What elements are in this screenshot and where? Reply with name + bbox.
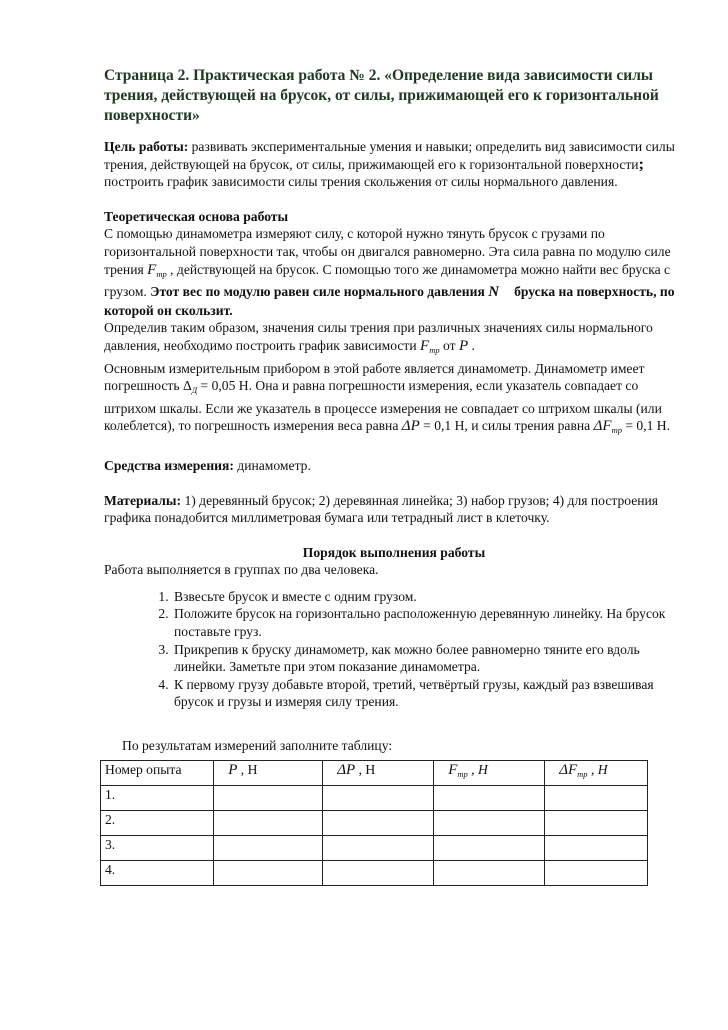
header-f-symbol: F bbox=[448, 761, 458, 778]
table-cell bbox=[323, 860, 434, 885]
theory-p3-d: = 0,1 Н. bbox=[621, 418, 671, 434]
row-number: 3. bbox=[101, 835, 214, 860]
goal-text-a: развивать экспериментальные умения и навыки; определить вид зависимости силы трения, действующей на брусок, от силы, прижимающей его к горизонтальной поверхности bbox=[104, 139, 675, 172]
table-cell bbox=[434, 835, 545, 860]
materials-label: Материалы: bbox=[104, 492, 182, 508]
theory-bold-a: Этот вес по модулю равен силе нормального давления bbox=[150, 284, 489, 300]
table-intro: По результатам измерений заполните таблицу: bbox=[122, 738, 393, 754]
theory-p2-a: Определив таким образом, значения силы трения при различных значениях силы нормального давления, необходимо построить график зависимости bbox=[104, 320, 653, 353]
header-p-symbol: P bbox=[228, 761, 238, 778]
list-item: 1. Взвесьте брусок и вместе с одним грузом. bbox=[172, 588, 684, 606]
theory-paragraph-2 bbox=[104, 319, 684, 359]
table-row bbox=[101, 860, 648, 885]
table-cell bbox=[434, 860, 545, 885]
list-item: 2. Положите брусок на горизонтально расположенную деревянную линейку. На брусок поставьте груз. bbox=[172, 605, 684, 640]
table-cell bbox=[323, 785, 434, 810]
instruments-text: динамометр. bbox=[233, 457, 311, 473]
table-cell bbox=[545, 810, 648, 835]
theory-paragraph-1 bbox=[104, 225, 684, 319]
table-cell bbox=[545, 860, 648, 885]
table-cell bbox=[434, 785, 545, 810]
results-table bbox=[100, 760, 648, 886]
page-title: Страница 2. Практическая работа № 2. «Определение вида зависимости силы трения, действующей на брусок, от силы, прижимающей его к горизонтальной поверхности» bbox=[104, 67, 659, 124]
table-cell bbox=[214, 785, 323, 810]
table-cell bbox=[323, 835, 434, 860]
subscript-tr: тр bbox=[156, 268, 167, 279]
goal-label: Цель работы: bbox=[104, 139, 189, 154]
header-f-unit: , Н bbox=[467, 761, 488, 777]
header-delta-p bbox=[323, 760, 434, 785]
theory-paragraph-3 bbox=[104, 360, 684, 440]
procedure-heading-text: Порядок выполнения работы bbox=[302, 544, 486, 560]
table-cell bbox=[545, 785, 648, 810]
procedure-steps bbox=[104, 588, 684, 711]
table-row bbox=[101, 835, 648, 860]
list-item: 3. Прикрепив к бруску динамометр, как можно более равномерно тяните его вдоль линейки. Заметьте при этом показание динамометра. bbox=[172, 641, 684, 676]
goal-text-b: построить график зависимости силы трения скольжения от силы нормального давления. bbox=[104, 174, 618, 190]
subscript-tr-2: тр bbox=[429, 344, 440, 355]
header-f-tr bbox=[434, 760, 545, 785]
goal-separator: ; bbox=[638, 155, 644, 173]
theory-bold-b: бруска на поверхность, по которой он скользит. bbox=[104, 284, 675, 318]
symbol-delta-p: ΔP bbox=[401, 418, 420, 435]
materials-text: 1) деревянный брусок; 2) деревянная линейка; 3) набор грузов; 4) для построения графика понадобится миллиметровая бумага или тетрадный лист в клеточку. bbox=[104, 492, 659, 526]
symbol-p: P bbox=[458, 337, 469, 354]
header-delta-f-sub: тр bbox=[577, 768, 588, 779]
document-page bbox=[104, 66, 684, 886]
header-delta-f-tr bbox=[545, 760, 648, 785]
table-cell bbox=[214, 860, 323, 885]
table-cell bbox=[214, 810, 323, 835]
theory-p2-end: . bbox=[468, 337, 475, 353]
materials-paragraph bbox=[104, 492, 684, 527]
table-cell bbox=[545, 835, 648, 860]
table-header-row bbox=[101, 760, 648, 785]
header-f-sub: тр bbox=[457, 768, 468, 779]
symbol-f: F bbox=[147, 261, 157, 278]
header-p-unit: , Н bbox=[237, 761, 258, 777]
procedure-intro: Работа выполняется в группах по два человека. bbox=[104, 562, 379, 578]
list-item: 4. К первому грузу добавьте второй, третий, четвёртый грузы, каждый раз взвешивая брусок и грузы и измеряя силу трения. bbox=[172, 676, 684, 711]
goal-paragraph bbox=[104, 138, 684, 191]
theory-p3-a: Основным измерительным прибором в этой работе является динамометр. Динамометр имеет погрешность bbox=[104, 360, 645, 394]
table-cell bbox=[214, 835, 323, 860]
header-delta-f-unit: , Н bbox=[587, 761, 608, 777]
table-row bbox=[101, 810, 648, 835]
theory-p2-ot: от bbox=[439, 337, 459, 353]
table-cell bbox=[323, 810, 434, 835]
header-delta-p-symbol: ΔP bbox=[337, 761, 356, 778]
subscript-tr-3: тр bbox=[611, 425, 622, 436]
row-number: 1. bbox=[101, 785, 214, 810]
theory-heading bbox=[104, 208, 684, 226]
table-cell bbox=[434, 810, 545, 835]
row-number: 2. bbox=[101, 810, 214, 835]
symbol-delta: Δ bbox=[182, 378, 192, 394]
row-number: 4. bbox=[101, 860, 214, 885]
theory-p3-c: = 0,1 Н, и силы трения равна bbox=[419, 418, 594, 434]
theory-p1-b: , действующей на брусок. С помощью того же динамометра можно найти вес бруска с грузом. bbox=[104, 261, 671, 300]
symbol-n-vector: N⃗ bbox=[488, 284, 511, 301]
theory-p1-a: С помощью динамометра измеряют силу, с которой нужно тянуть брусок с грузами по горизонтальной поверхности так, чтобы он двигался равномерно. Эта сила равна по модулю силе трения bbox=[104, 226, 671, 277]
header-delta-p-unit: , Н bbox=[355, 761, 376, 777]
header-delta-f-symbol: ΔF bbox=[559, 761, 578, 778]
procedure-heading bbox=[104, 544, 684, 562]
instruments-label: Средства измерения: bbox=[104, 457, 234, 473]
symbol-delta-f: ΔF bbox=[593, 418, 612, 435]
table-row bbox=[101, 785, 648, 810]
subscript-d: Д bbox=[191, 385, 198, 396]
instruments-paragraph bbox=[104, 457, 684, 475]
header-p bbox=[214, 760, 323, 785]
header-experiment-number: Номер опыта bbox=[101, 760, 214, 785]
theory-p3-b: = 0,05 Н. Она и равна погрешности измерения, если указатель совпадает со штрихом шкалы. Если же указатель в процессе измерения не совпадает со штрихом шкалы (или колеблется), то погрешность измерения веса равна bbox=[104, 378, 662, 434]
theory-heading-text: Теоретическая основа работы bbox=[104, 208, 289, 224]
symbol-f-2: F bbox=[420, 337, 430, 354]
